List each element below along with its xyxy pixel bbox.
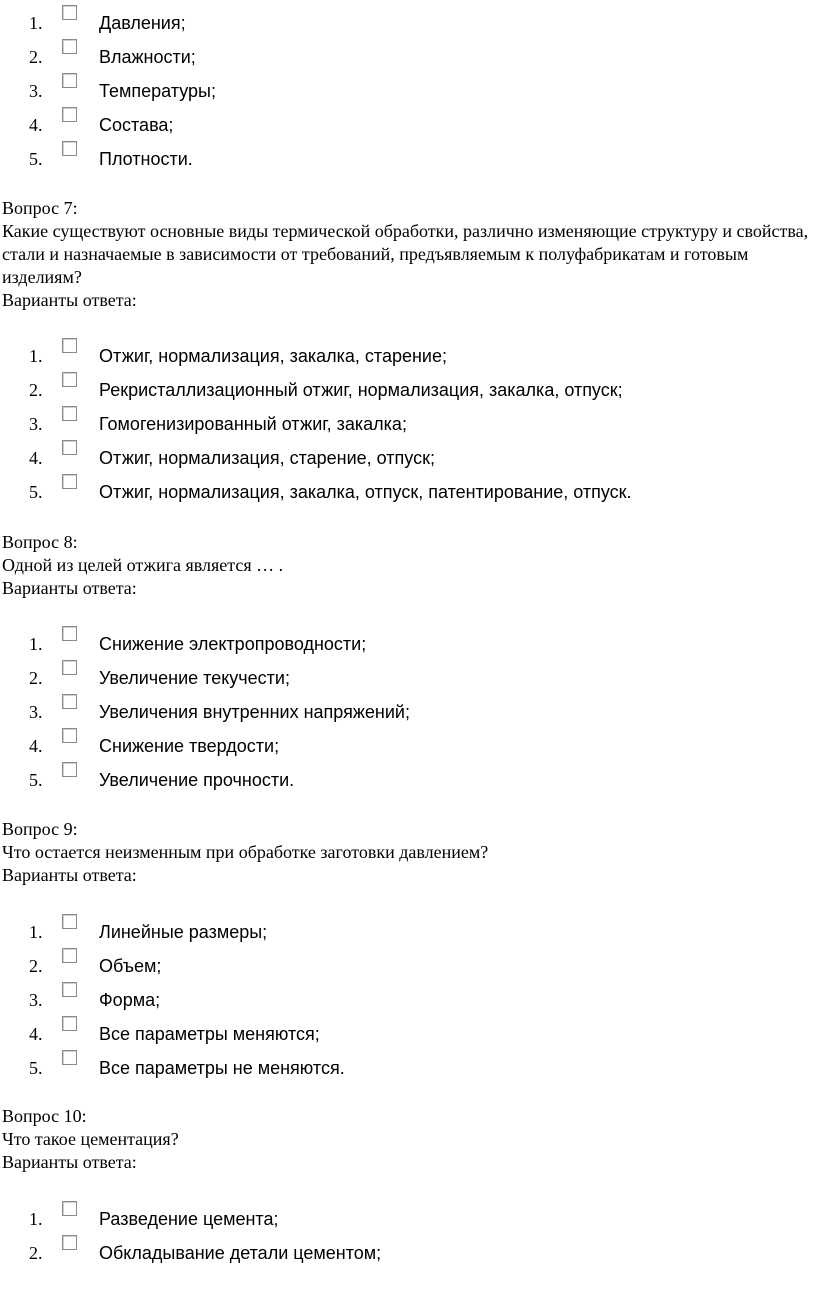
answer-list <box>0 338 816 508</box>
question-text: Какие существуют основные виды термической обработки, различно изменяющие структуру и свойства, стали и назначаемые в зависимости от требований, предъявляемым к полуфабрикатам и готовым изделиям? <box>2 221 809 287</box>
answer-option <box>0 1235 816 1269</box>
checkbox[interactable] <box>62 1016 77 1031</box>
variants-label: Варианты ответа: <box>2 865 137 885</box>
variants-label: Варианты ответа: <box>2 1152 137 1172</box>
option-label: Увеличение текучести; <box>99 668 290 688</box>
answer-option <box>0 762 816 796</box>
answer-option <box>0 372 816 406</box>
option-number: 4. <box>29 1024 43 1044</box>
answer-option <box>0 914 816 948</box>
option-label: Линейные размеры; <box>99 922 268 942</box>
answer-option <box>0 694 816 728</box>
option-label: Увеличение прочности. <box>99 770 295 790</box>
option-label: Отжиг, нормализация, старение, отпуск; <box>99 448 435 468</box>
option-label: Гомогенизированный отжиг, закалка; <box>99 414 407 434</box>
answer-option <box>0 406 816 440</box>
checkbox[interactable] <box>62 626 77 641</box>
question-title: Вопрос 9: <box>2 819 78 839</box>
checkbox[interactable] <box>62 1201 77 1216</box>
option-label: Все параметры не меняются. <box>99 1058 345 1078</box>
option-label: Объем; <box>99 956 162 976</box>
answer-option <box>0 107 816 141</box>
checkbox[interactable] <box>62 39 77 54</box>
question-block <box>2 818 816 887</box>
answer-option <box>0 1050 816 1084</box>
option-label: Отжиг, нормализация, закалка, отпуск, патентирование, отпуск. <box>99 482 632 502</box>
question-text: Что такое цементация? <box>2 1129 179 1149</box>
question-block <box>2 1105 816 1174</box>
variants-label: Варианты ответа: <box>2 578 137 598</box>
question-text: Что остается неизменным при обработке заготовки давлением? <box>2 842 489 862</box>
question-block <box>2 197 816 312</box>
checkbox[interactable] <box>62 406 77 421</box>
option-number: 4. <box>29 115 43 135</box>
option-number: 5. <box>29 149 43 169</box>
answer-list <box>0 626 816 796</box>
option-number: 3. <box>29 702 43 722</box>
option-label: Обкладывание детали цементом; <box>99 1243 382 1263</box>
answer-list <box>0 5 816 175</box>
checkbox[interactable] <box>62 914 77 929</box>
answer-option <box>0 73 816 107</box>
option-label: Снижение электропроводности; <box>99 634 367 654</box>
checkbox[interactable] <box>62 660 77 675</box>
checkbox[interactable] <box>62 440 77 455</box>
answer-option <box>0 39 816 73</box>
checkbox[interactable] <box>62 5 77 20</box>
checkbox[interactable] <box>62 728 77 743</box>
option-number: 4. <box>29 448 43 468</box>
option-label: Снижение твердости; <box>99 736 280 756</box>
answer-option <box>0 1201 816 1235</box>
checkbox[interactable] <box>62 372 77 387</box>
answer-option <box>0 982 816 1016</box>
question-text: Одной из целей отжига является … . <box>2 555 284 575</box>
checkbox[interactable] <box>62 141 77 156</box>
checkbox[interactable] <box>62 107 77 122</box>
answer-option <box>0 626 816 660</box>
answer-option <box>0 660 816 694</box>
option-number: 5. <box>29 482 43 502</box>
question-title: Вопрос 8: <box>2 532 78 552</box>
checkbox[interactable] <box>62 338 77 353</box>
option-label: Все параметры меняются; <box>99 1024 320 1044</box>
option-number: 1. <box>29 13 43 33</box>
option-label: Температуры; <box>99 81 216 101</box>
option-number: 5. <box>29 1058 43 1078</box>
answer-option <box>0 948 816 982</box>
answer-option <box>0 440 816 474</box>
option-label: Плотности. <box>99 149 193 169</box>
option-number: 1. <box>29 346 43 366</box>
option-number: 2. <box>29 956 43 976</box>
variants-label: Варианты ответа: <box>2 290 137 310</box>
answer-option <box>0 1016 816 1050</box>
option-number: 2. <box>29 380 43 400</box>
question-title: Вопрос 10: <box>2 1106 87 1126</box>
checkbox[interactable] <box>62 948 77 963</box>
option-label: Форма; <box>99 990 161 1010</box>
option-label: Рекристаллизационный отжиг, нормализация, закалка, отпуск; <box>99 380 623 400</box>
answer-option <box>0 141 816 175</box>
checkbox[interactable] <box>62 1235 77 1250</box>
option-number: 5. <box>29 770 43 790</box>
option-label: Состава; <box>99 115 174 135</box>
option-number: 3. <box>29 990 43 1010</box>
question-block <box>2 531 816 600</box>
question-title: Вопрос 7: <box>2 198 78 218</box>
option-number: 2. <box>29 668 43 688</box>
answer-option <box>0 728 816 762</box>
answer-list <box>0 914 816 1084</box>
option-number: 1. <box>29 1209 43 1229</box>
answer-option <box>0 338 816 372</box>
option-number: 3. <box>29 81 43 101</box>
option-number: 1. <box>29 634 43 654</box>
answer-option <box>0 5 816 39</box>
option-number: 1. <box>29 922 43 942</box>
answer-list <box>0 1201 816 1269</box>
option-number: 4. <box>29 736 43 756</box>
checkbox[interactable] <box>62 762 77 777</box>
checkbox[interactable] <box>62 694 77 709</box>
option-label: Влажности; <box>99 47 196 67</box>
option-label: Разведение цемента; <box>99 1209 279 1229</box>
answer-option <box>0 474 816 508</box>
option-label: Отжиг, нормализация, закалка, старение; <box>99 346 448 366</box>
checkbox[interactable] <box>62 474 77 489</box>
option-number: 2. <box>29 47 43 67</box>
checkbox[interactable] <box>62 982 77 997</box>
option-number: 2. <box>29 1243 43 1263</box>
option-number: 3. <box>29 414 43 434</box>
option-label: Давления; <box>99 13 186 33</box>
checkbox[interactable] <box>62 1050 77 1065</box>
option-label: Увеличения внутренних напряжений; <box>99 702 410 722</box>
checkbox[interactable] <box>62 73 77 88</box>
